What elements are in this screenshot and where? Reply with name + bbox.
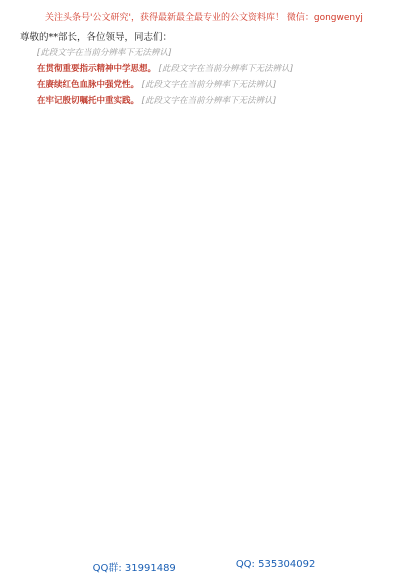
section-2 [20, 79, 388, 92]
unreadable-text: [此段文字在当前分辨率下无法辨认] [141, 80, 276, 90]
section-3 [20, 95, 388, 108]
intro-paragraph [20, 47, 388, 60]
top-promo-banner[interactable]: 关注头条号'公文研究'，获得最新最全最专业的公文资料库！ 微信：gongwenyj [45, 13, 363, 23]
section-2-heading: 在赓续红色血脉中强党性。 [37, 80, 140, 90]
unreadable-text: [此段文字在当前分辨率下无法辨认] [37, 48, 172, 58]
salutation: 尊敬的**部长，各位领导，同志们： [20, 32, 173, 43]
section-1-heading: 在贯彻重要指示精神中学思想。 [37, 64, 157, 74]
contact-footer [0, 559, 408, 574]
unreadable-text: [此段文字在当前分辨率下无法辨认] [141, 96, 276, 106]
qq-label[interactable]: QQ: 535304092 [235, 559, 316, 570]
qq-group-label[interactable]: QQ群: 31991489 [92, 563, 176, 574]
section-3-heading: 在牢记殷切嘱托中重实践。 [37, 96, 140, 106]
section-1 [20, 63, 388, 76]
unreadable-text: [此段文字在当前分辨率下无法辨认] [158, 64, 293, 74]
